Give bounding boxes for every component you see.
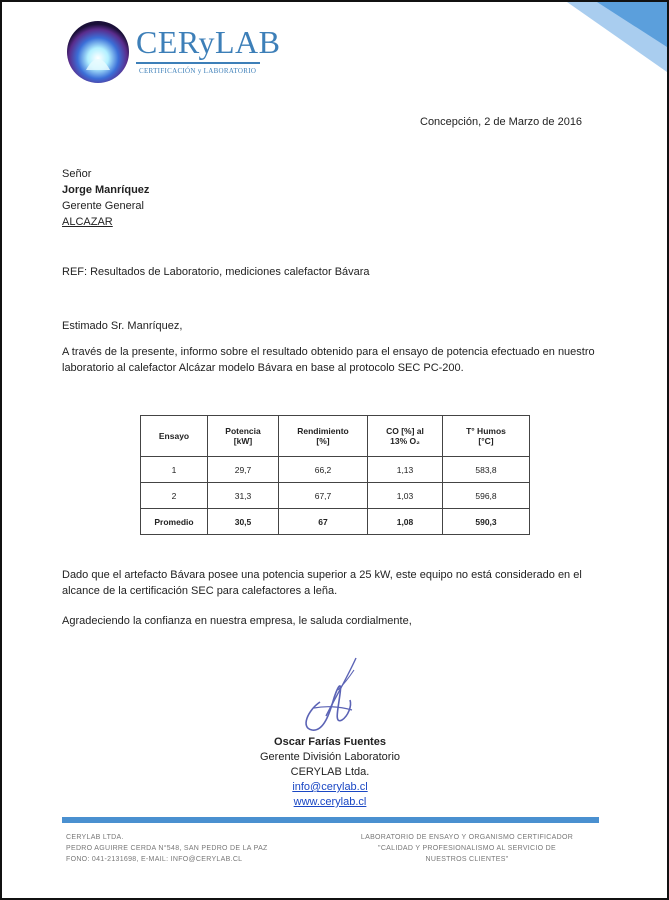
paragraph-conclusion: Dado que el artefacto Bávara posee una potencia superior a 25 kW, este equipo no está considerado en el alcance de la certificación SEC para calefactores a leña. — [62, 569, 582, 597]
header-co: CO [%] al 13% O₂ — [368, 416, 443, 457]
table-cell: 1,13 — [368, 457, 443, 483]
signer-role: Gerente División Laboratorio — [259, 751, 401, 763]
header-rendimiento: Rendimiento [%] — [279, 416, 368, 457]
table-cell: 596,8 — [443, 483, 530, 509]
cerylab-logo-icon — [66, 20, 130, 84]
footer-tagline-line3: NUESTROS CLIENTES" — [425, 856, 509, 863]
signature-image — [290, 650, 370, 740]
table-cell: 29,7 — [208, 457, 279, 483]
signature-block — [202, 735, 458, 810]
footer-tagline-line2: "CALIDAD Y PROFESIONALISMO AL SERVICIO DE — [378, 845, 556, 852]
footer-tagline-line1: LABORATORIO DE ENSAYO Y ORGANISMO CERTIFICADOR — [360, 834, 574, 841]
table-cell: 66,2 — [279, 457, 368, 483]
signer-company: CERYLAB Ltda. — [290, 766, 370, 778]
brand-underline — [136, 62, 260, 64]
results-table — [140, 415, 530, 535]
header-temp-humos: T° Humos [°C] — [443, 416, 530, 457]
paragraph-closing: Agradeciendo la confianza en nuestra empresa, le saluda cordialmente, — [62, 615, 412, 627]
website-link[interactable]: www.cerylab.cl — [293, 796, 367, 808]
brand-subtitle: CERTIFICACIÓN y LABORATORIO — [139, 67, 257, 75]
signer-name: Oscar Farías Fuentes — [274, 736, 386, 748]
recipient-company: ALCAZAR — [62, 216, 113, 228]
table-cell: 1,03 — [368, 483, 443, 509]
recipient-block — [62, 166, 149, 230]
table-cell: 590,3 — [443, 509, 530, 535]
recipient-title: Gerente General — [62, 200, 144, 212]
table-row — [141, 457, 530, 483]
footer-street: PEDRO AGUIRRE CERDA N°548, SAN PEDRO DE LA PAZ — [66, 845, 268, 852]
greeting: Estimado Sr. Manríquez, — [62, 320, 183, 332]
footer-contact: FONO: 041-2131698, E-MAIL: INFO@CERYLAB.CL — [66, 856, 243, 863]
table-cell: 2 — [141, 483, 208, 509]
table-header-row — [141, 416, 530, 457]
footer-divider — [62, 817, 599, 823]
table-cell: 1,08 — [368, 509, 443, 535]
header-potencia: Potencia [kW] — [208, 416, 279, 457]
corner-decoration — [557, 2, 667, 72]
footer-address — [66, 832, 268, 865]
table-cell: Promedio — [141, 509, 208, 535]
table-cell: 67 — [279, 509, 368, 535]
table-cell: 31,3 — [208, 483, 279, 509]
table-row — [141, 483, 530, 509]
table-cell: 67,7 — [279, 483, 368, 509]
reference-line: REF: Resultados de Laboratorio, mediciones calefactor Bávara — [62, 266, 370, 278]
table-cell: 583,8 — [443, 457, 530, 483]
brand-name: CERyLAB — [136, 24, 281, 60]
recipient-salutation: Señor — [62, 168, 92, 180]
header-ensayo: Ensayo — [141, 416, 208, 457]
paragraph-intro: A través de la presente, informo sobre el resultado obtenido para el ensayo de potencia efectuado en nuestro laboratorio al calefactor Alcázar modelo Bávara en base al protocolo SEC PC-200. — [62, 346, 595, 374]
recipient-name: Jorge Manríquez — [62, 184, 150, 196]
table-cell: 30,5 — [208, 509, 279, 535]
table-average-row — [141, 509, 530, 535]
email-link[interactable]: info@cerylab.cl — [292, 781, 368, 793]
letter-date: Concepción, 2 de Marzo de 2016 — [420, 116, 583, 128]
table-cell: 1 — [141, 457, 208, 483]
footer-tagline — [332, 832, 602, 865]
footer-company: CERYLAB LTDA. — [66, 834, 124, 841]
